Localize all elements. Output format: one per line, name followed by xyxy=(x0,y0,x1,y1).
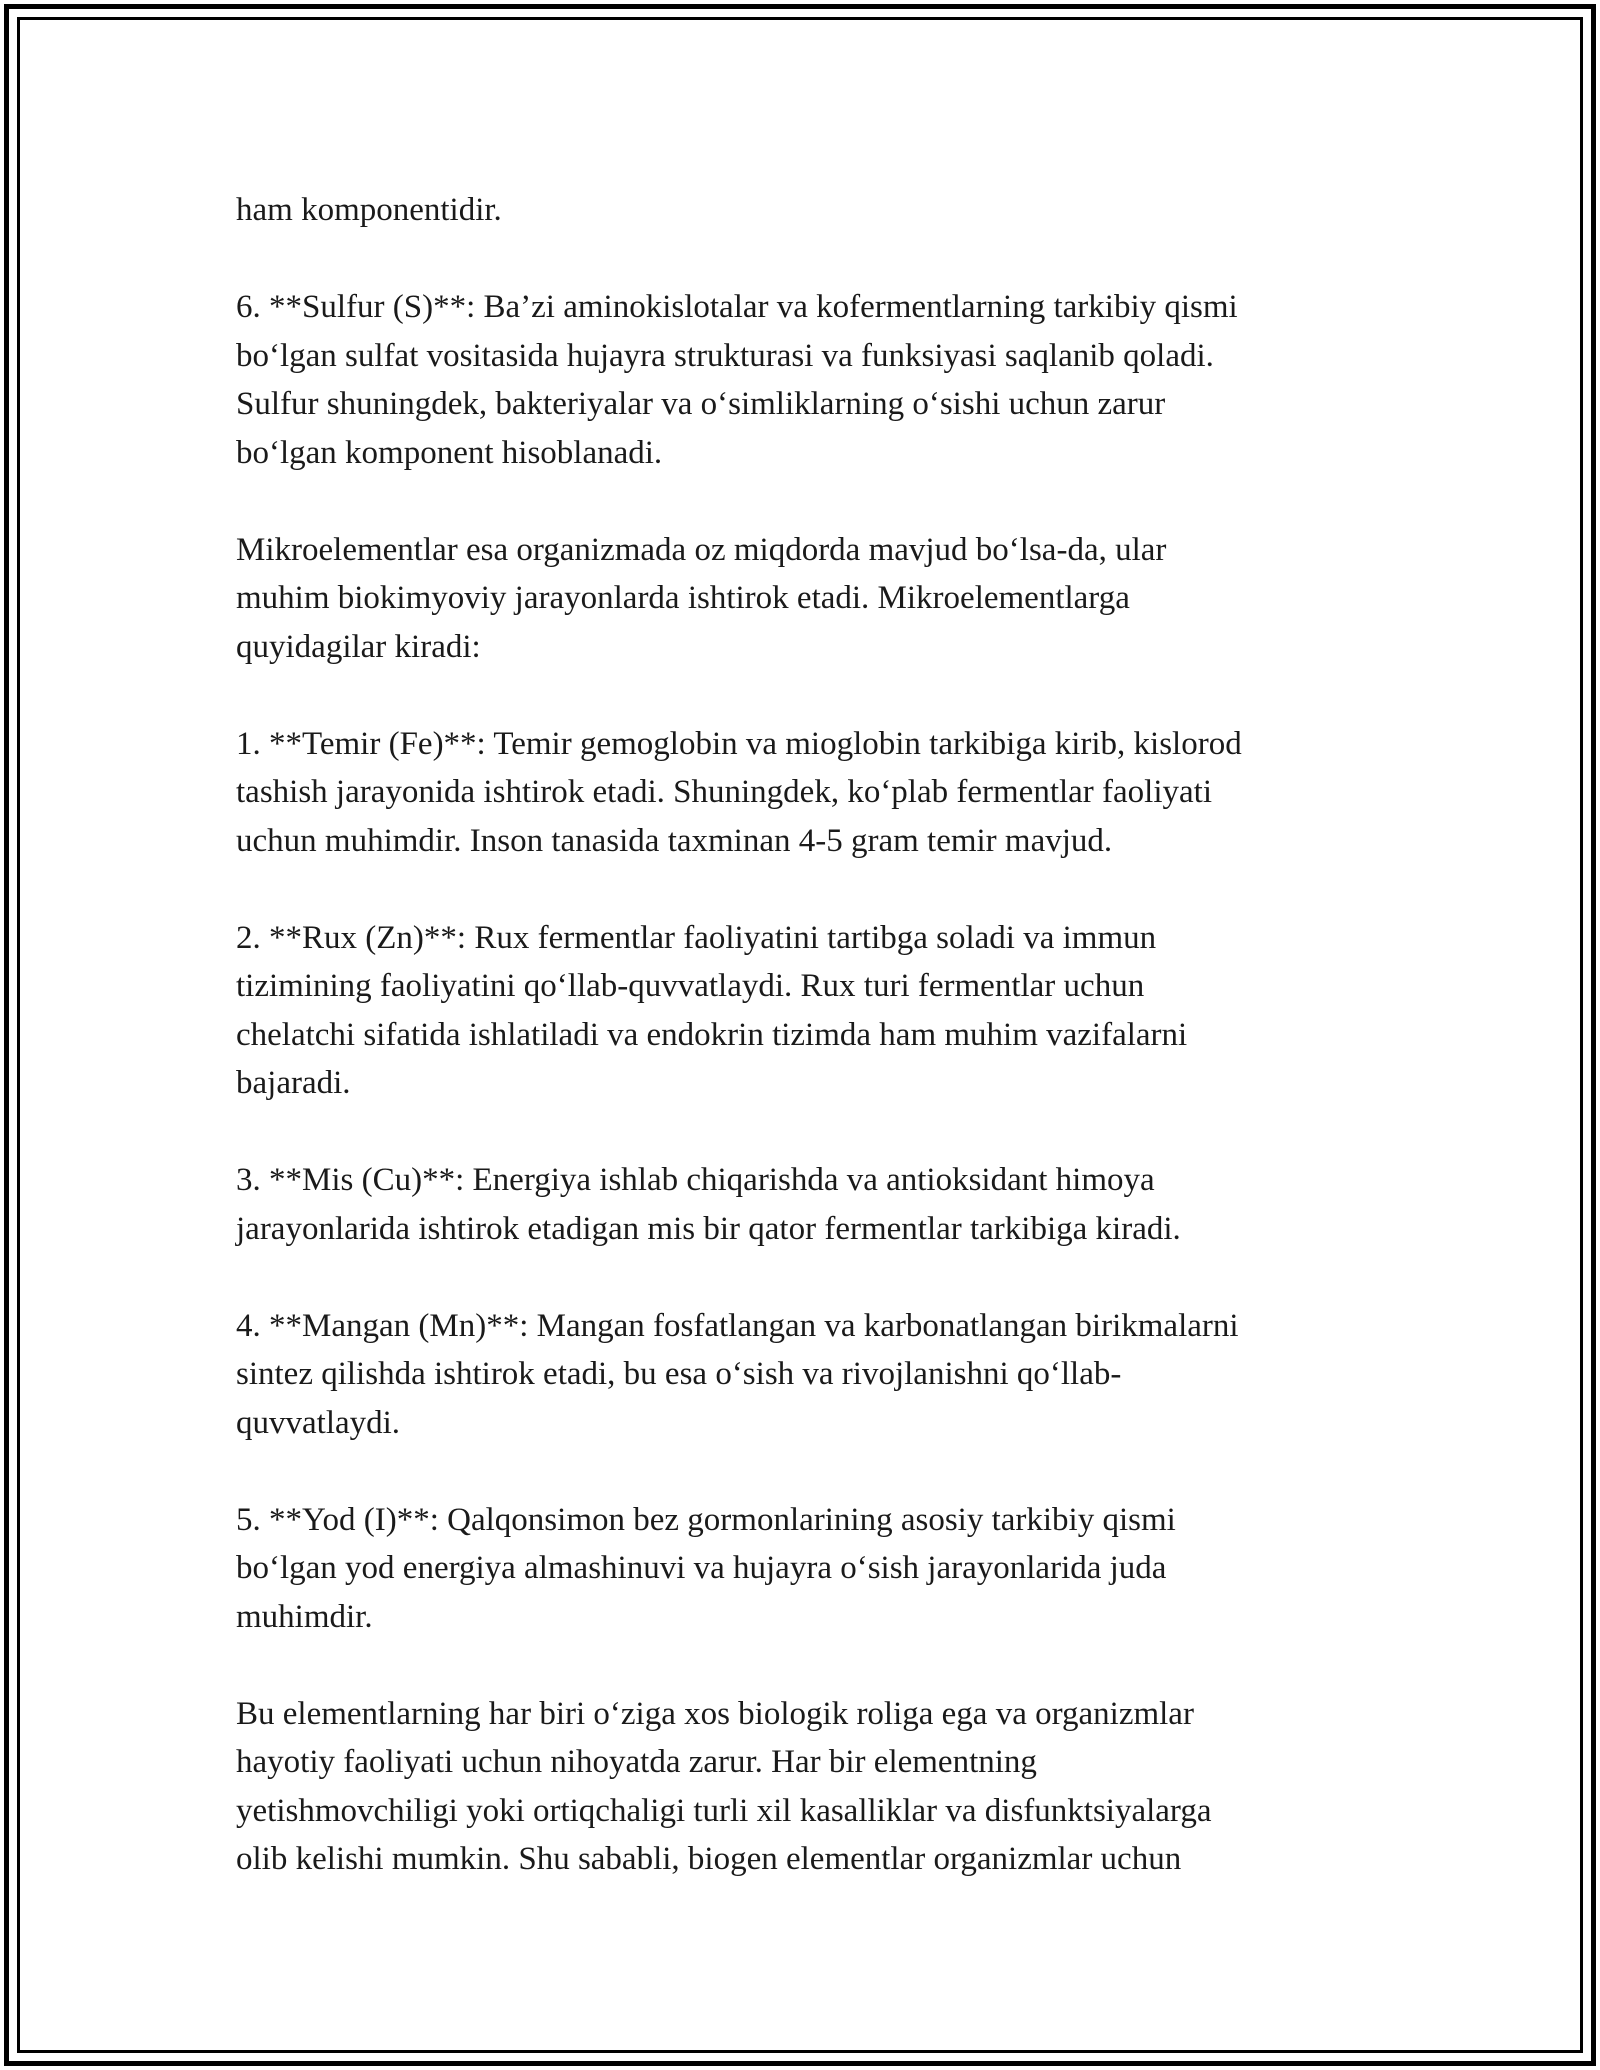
text-line: 6. **Sulfur (S)**: Ba’zi aminokislotalar va kofermentlarning tarkibiy qismi xyxy=(236,289,1238,325)
paragraph-temir xyxy=(236,720,1376,866)
text-line: 4. **Mangan (Mn)**: Mangan fosfatlangan va karbonatlangan birikmalarni xyxy=(236,1307,1239,1344)
paragraph-rux xyxy=(236,914,1376,1108)
document-body xyxy=(236,186,1376,1884)
text-line: muhimdir. xyxy=(236,1598,373,1635)
text-line: uchun muhimdir. Inson tanasida taxminan 4-5 gram temir mavjud. xyxy=(236,822,1113,859)
paragraph-sulfur xyxy=(236,283,1376,477)
text-line: 3. **Mis (Cu)**: Energiya ishlab chiqarishda va antioksidant himoya xyxy=(236,1162,1155,1198)
text-line: 2. **Rux (Zn)**: Rux fermentlar faoliyatini tartibga soladi va immun xyxy=(236,919,1157,956)
text-line: bo‘lgan yod energiya almashinuvi va hujayra o‘sish jarayonlarida juda xyxy=(236,1550,1167,1586)
text-line: chelatchi sifatida ishlatiladi va endokrin tizimda ham muhim vazifalarni xyxy=(236,1016,1188,1053)
text-line: tizimining faoliyatini qo‘llab-quvvatlaydi. Rux turi fermentlar uchun xyxy=(236,968,1145,1004)
text-line: jarayonlarida ishtirok etadigan mis bir qator fermentlar tarkibiga kiradi. xyxy=(236,1210,1181,1247)
text-line: quyidagilar kiradi: xyxy=(236,628,481,665)
text-line: bo‘lgan komponent hisoblanadi. xyxy=(236,434,663,471)
paragraph-conclusion xyxy=(236,1690,1376,1884)
text-line: yetishmovchiligi yoki ortiqchaligi turli xil kasalliklar va disfunktsiyalarga xyxy=(236,1792,1212,1829)
text-line: 1. **Temir (Fe)**: Temir gemoglobin va mioglobin tarkibiga kirib, kislorod xyxy=(236,725,1242,762)
paragraph-microelements-intro xyxy=(236,526,1376,672)
text-line: Mikroelementlar esa organizmada oz miqdorda mavjud bo‘lsa-da, ular xyxy=(236,531,1167,568)
text-line: quvvatlaydi. xyxy=(236,1404,401,1441)
text-line: Sulfur shuningdek, bakteriyalar va o‘simliklarning o‘sishi uchun zarur xyxy=(236,386,1166,422)
text-line: hayotiy faoliyati uchun nihoyatda zarur. Har bir elementning xyxy=(236,1744,1037,1780)
text-line: 5. **Yod (I)**: Qalqonsimon bez gormonlarining asosiy tarkibiy qismi xyxy=(236,1501,1176,1538)
paragraph-mangan xyxy=(236,1302,1376,1448)
text-line: Bu elementlarning har biri o‘ziga xos biologik roliga ega va organizmlar xyxy=(236,1695,1194,1732)
paragraph-continuation xyxy=(236,186,1376,235)
text-line: sintez qilishda ishtirok etadi, bu esa o‘sish va rivojlanishni qo‘llab- xyxy=(236,1356,1122,1392)
text-line: tashish jarayonida ishtirok etadi. Shuningdek, ko‘plab fermentlar faoliyati xyxy=(236,774,1212,810)
text-line: ham komponentidir. xyxy=(236,192,502,228)
paragraph-mis xyxy=(236,1156,1376,1253)
text-line: olib kelishi mumkin. Shu sababli, biogen elementlar organizmlar uchun xyxy=(236,1841,1182,1877)
text-line: muhim biokimyoviy jarayonlarda ishtirok etadi. Mikroelementlarga xyxy=(236,580,1130,616)
text-line: bo‘lgan sulfat vositasida hujayra strukturasi va funksiyasi saqlanib qoladi. xyxy=(236,337,1214,374)
text-line: bajaradi. xyxy=(236,1065,351,1101)
paragraph-yod xyxy=(236,1496,1376,1642)
